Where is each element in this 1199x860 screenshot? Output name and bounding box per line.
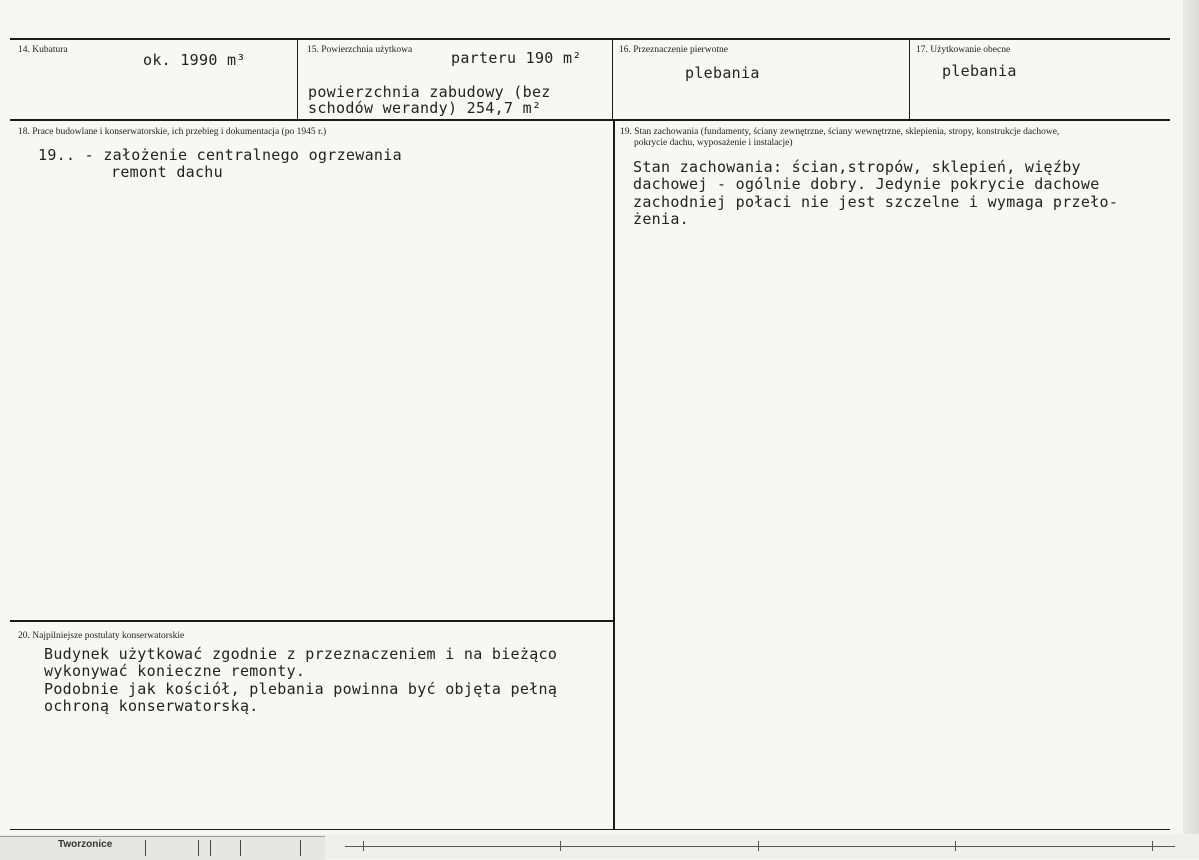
scale-tick xyxy=(955,841,956,851)
map-fragment xyxy=(0,836,325,860)
field-14-value: ok. 1990 m³ xyxy=(143,51,246,69)
field-16-value: plebania xyxy=(685,64,760,82)
field-19-line1: Stan zachowania: ścian,stropów, sklepień, więźby xyxy=(633,158,1081,176)
map-line xyxy=(300,840,301,856)
scale-tick xyxy=(1152,841,1153,851)
field-19-line3: zachodniej połaci nie jest szczelne i wymaga przeło- xyxy=(633,193,1119,211)
map-line xyxy=(198,840,199,856)
map-line xyxy=(240,840,241,856)
field-15-value-line1: parteru 190 m² xyxy=(451,49,582,67)
field-18-line2: remont dachu xyxy=(111,163,223,181)
divider-16-17 xyxy=(909,39,910,120)
card-edge xyxy=(1183,0,1199,859)
map-line xyxy=(145,840,146,856)
map-line xyxy=(210,840,211,856)
row1-bottom-rule xyxy=(10,119,1170,121)
bottom-rule xyxy=(10,829,1170,830)
scale-tick xyxy=(560,841,561,851)
field-20-line4: ochroną konserwatorską. xyxy=(44,697,259,715)
field-15-label: 15. Powierzchnia użytkowa xyxy=(307,45,413,55)
field-19-label-line1: 19. Stan zachowania (fundamenty, ściany zewnętrzne, ściany wewnętrzne, sklepienia, stropy, konstrukcje dachowe, xyxy=(620,127,1060,137)
field-17-label: 17. Użytkowanie obecne xyxy=(916,45,1011,55)
center-divider xyxy=(613,120,615,830)
field-19-line2: dachowej - ogólnie dobry. Jedynie pokrycie dachowe xyxy=(633,175,1100,193)
field-14-label: 14. Kubatura xyxy=(18,45,68,55)
field-19-line4: żenia. xyxy=(633,210,689,228)
top-rule xyxy=(10,38,1170,40)
field-18-line1: 19.. - założenie centralnego ogrzewania xyxy=(38,146,402,164)
field-20-line2: wykonywać konieczne remonty. xyxy=(44,662,306,680)
map-place-label: Tworzonice xyxy=(58,839,113,850)
divider-14-15 xyxy=(297,39,298,120)
field-15-value-line2: powierzchnia zabudowy (bez xyxy=(308,83,551,101)
scale-tick xyxy=(758,841,759,851)
scale-bar xyxy=(345,846,1175,847)
row2-bottom-rule xyxy=(10,620,614,622)
field-20-line3: Podobnie jak kościół, plebania powinna być objęta pełną xyxy=(44,680,558,698)
field-18-label: 18. Prace budowlane i konserwatorskie, ich przebieg i dokumentacja (po 1945 r.) xyxy=(18,127,327,137)
field-19-label-line2: pokrycie dachu, wyposażenie i instalacje) xyxy=(634,138,793,148)
field-20-line1: Budynek użytkować zgodnie z przeznaczeniem i na bieżąco xyxy=(44,645,558,663)
field-16-label: 16. Przeznaczenie pierwotne xyxy=(619,45,728,55)
divider-15-16 xyxy=(612,39,613,120)
field-20-label: 20. Najpilniejsze postulaty konserwatorskie xyxy=(18,631,185,641)
field-15-value-line3: schodów werandy) 254,7 m² xyxy=(308,99,542,117)
scale-tick xyxy=(363,841,364,851)
field-17-value: plebania xyxy=(942,62,1017,80)
